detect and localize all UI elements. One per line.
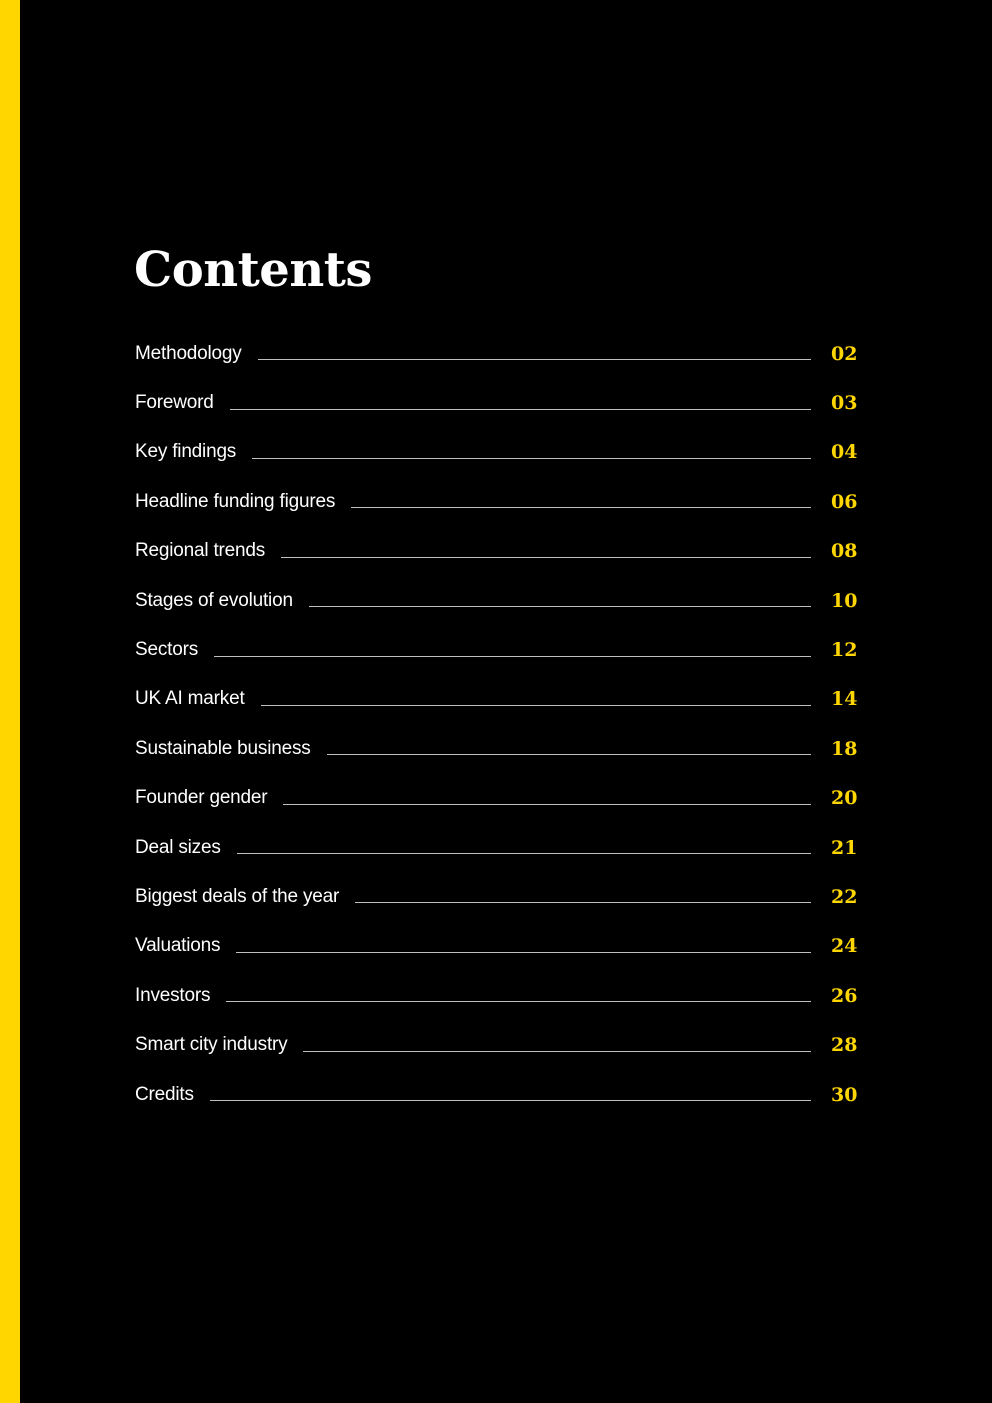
toc-leader-line <box>309 606 811 607</box>
toc-entry-founder-gender[interactable] <box>135 774 861 823</box>
toc-entry-credits[interactable] <box>135 1070 861 1119</box>
toc-leader-line <box>351 507 811 508</box>
toc-entry-label: Valuations <box>135 935 221 957</box>
toc-entry-label: Deal sizes <box>135 836 221 858</box>
toc-entry-foreword[interactable] <box>135 378 861 427</box>
toc-page-number: 10 <box>831 589 858 612</box>
toc-entry-label: Biggest deals of the year <box>135 885 340 907</box>
toc-entry-label: Headline funding figures <box>135 490 336 512</box>
page-title: Contents <box>134 242 372 298</box>
toc-page-number: 04 <box>831 441 858 464</box>
toc-entry-headline-funding-figures[interactable] <box>135 477 861 526</box>
toc-entry-deal-sizes[interactable] <box>135 823 861 872</box>
toc-entry-smart-city-industry[interactable] <box>135 1020 861 1069</box>
toc-entry-label: Sectors <box>135 639 199 661</box>
toc-page-number: 24 <box>831 935 858 958</box>
toc-page-number: 28 <box>831 1034 858 1057</box>
toc-leader-line <box>230 409 811 410</box>
toc-page-number: 06 <box>831 490 858 513</box>
toc-entry-label: Founder gender <box>135 787 268 809</box>
toc-leader-line <box>226 1001 811 1002</box>
toc-page-number: 03 <box>831 392 858 415</box>
toc-leader-line <box>214 656 811 657</box>
toc-leader-line <box>236 952 811 953</box>
toc-page-number: 26 <box>831 984 858 1007</box>
toc-page-number: 14 <box>831 688 858 711</box>
toc-leader-line <box>303 1051 811 1052</box>
toc-leader-line <box>252 458 811 459</box>
toc-entry-label: Stages of evolution <box>135 589 293 611</box>
toc-page-number: 12 <box>831 639 858 662</box>
toc-leader-line <box>210 1100 811 1101</box>
toc-leader-line <box>281 557 811 558</box>
toc-leader-line <box>261 705 811 706</box>
toc-entry-label: Credits <box>135 1083 194 1105</box>
toc-page-number: 02 <box>831 342 858 365</box>
toc-entry-valuations[interactable] <box>135 922 861 971</box>
toc-entry-methodology[interactable] <box>135 329 861 378</box>
toc-page-number: 20 <box>831 787 858 810</box>
toc-page-number: 30 <box>831 1083 858 1106</box>
toc-entry-label: Smart city industry <box>135 1034 288 1056</box>
table-of-contents <box>135 329 861 1119</box>
toc-entry-label: Regional trends <box>135 540 266 562</box>
toc-page-number: 08 <box>831 540 858 563</box>
toc-entry-sustainable-business[interactable] <box>135 724 861 773</box>
toc-entry-label: Investors <box>135 984 211 1006</box>
toc-entry-label: Sustainable business <box>135 737 311 759</box>
toc-page-number: 22 <box>831 885 858 908</box>
toc-leader-line <box>237 853 811 854</box>
toc-entry-uk-ai-market[interactable] <box>135 675 861 724</box>
toc-entry-biggest-deals[interactable] <box>135 872 861 921</box>
toc-leader-line <box>258 359 811 360</box>
toc-entry-regional-trends[interactable] <box>135 527 861 576</box>
toc-entry-sectors[interactable] <box>135 625 861 674</box>
toc-leader-line <box>355 902 811 903</box>
toc-entry-investors[interactable] <box>135 971 861 1020</box>
toc-page-number: 18 <box>831 737 858 760</box>
toc-entry-label: Foreword <box>135 392 214 414</box>
toc-entry-label: Methodology <box>135 342 242 364</box>
toc-leader-line <box>327 754 811 755</box>
toc-leader-line <box>283 804 811 805</box>
accent-bar <box>0 0 20 1403</box>
toc-page-number: 21 <box>831 836 858 859</box>
toc-entry-key-findings[interactable] <box>135 428 861 477</box>
toc-entry-stages-of-evolution[interactable] <box>135 576 861 625</box>
toc-entry-label: UK AI market <box>135 688 245 710</box>
toc-entry-label: Key findings <box>135 441 237 463</box>
